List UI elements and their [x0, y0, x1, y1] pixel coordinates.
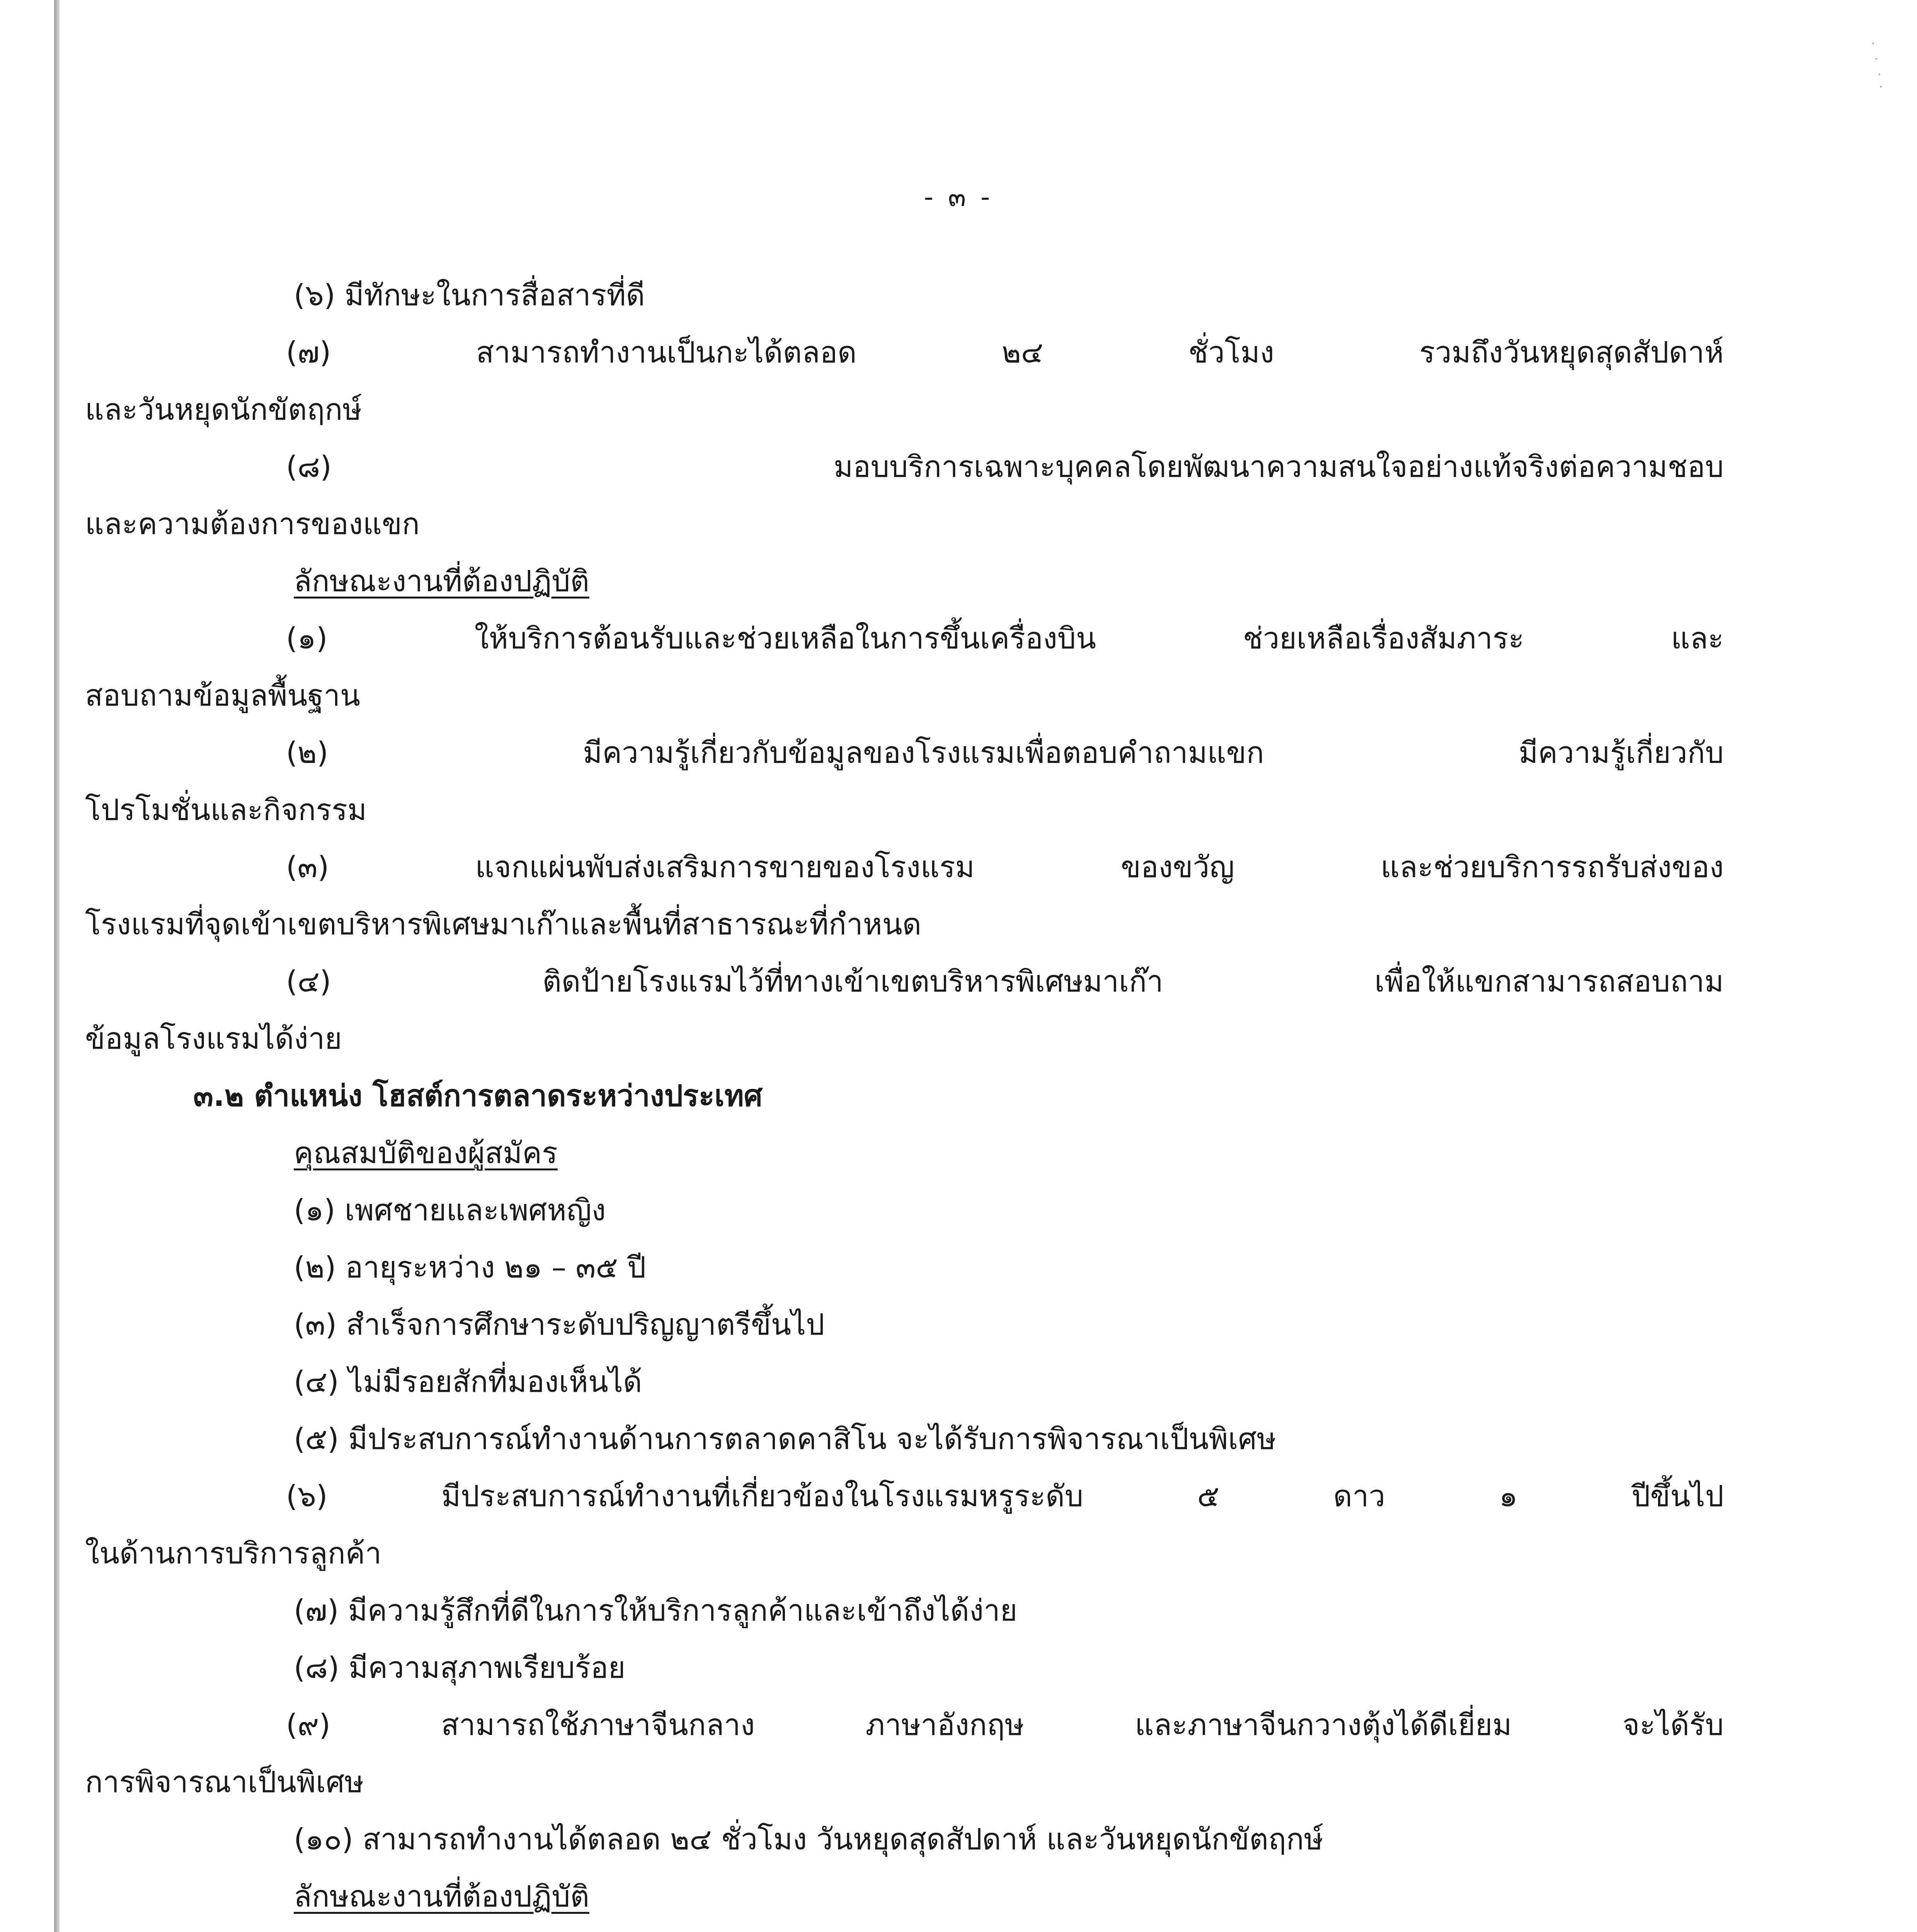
paragraph-line-2: ในด้านการบริการลูกค้า [85, 1536, 382, 1570]
scan-specks [1871, 43, 1882, 89]
list-item: (๖) มีทักษะในการสื่อสารที่ดี [294, 278, 645, 312]
section-heading: ๓.๒ ตำแหน่ง โฮสต์การตลาดระหว่างประเทศ [193, 1078, 763, 1113]
subsection-heading: ลักษณะงานที่ต้องปฏิบัติ [294, 564, 589, 598]
list-item: (๘) มีความสุภาพเรียบร้อย [294, 1650, 626, 1685]
paragraph-wrapped [85, 953, 1724, 1067]
list-item: (๑๐) สามารถทำงานได้ตลอด ๒๔ ชั่วโมง วันหยุดสุดสัปดาห์ และวันหยุดนักขัตฤกษ์ [294, 1822, 1323, 1856]
paragraph-line-1: (๓) แจกแผ่นพับส่งเสริมการขายของโรงแรม ของขวัญ และช่วยบริการรถรับส่งของ [286, 850, 1724, 884]
paragraph-wrapped [85, 1696, 1724, 1811]
paragraph-line-2: และความต้องการของแขก [85, 507, 420, 541]
paragraph-wrapped [85, 610, 1724, 724]
paragraph-line-2: สอบถามข้อมูลพื้นฐาน [85, 678, 360, 713]
list-item: (๗) มีความรู้สึกที่ดีในการให้บริการลูกค้าและเข้าถึงได้ง่าย [294, 1593, 1018, 1628]
paragraph-line-1: (๙) สามารถใช้ภาษาจีนกลาง ภาษาอังกฤษ และภาษาจีนกวางตุ้งได้ดีเยี่ยม จะได้รับ [286, 1708, 1724, 1742]
paragraph-line-1: (๘) มอบบริการเฉพาะบุคคลโดยพัฒนาความสนใจอย่างแท้จริงต่อความชอบ [286, 449, 1724, 484]
paragraph-line-1: (๖) มีประสบการณ์ทำงานที่เกี่ยวข้องในโรงแรมหรูระดับ ๕ ดาว ๑ ปีขึ้นไป [286, 1479, 1724, 1513]
list-item: (๓) สำเร็จการศึกษาระดับปริญญาตรีขึ้นไป [294, 1307, 825, 1342]
paragraph-wrapped [85, 1468, 1724, 1582]
list-item: (๒) อายุระหว่าง ๒๑ – ๓๕ ปี [294, 1250, 646, 1284]
page-number: - ๓ - [924, 182, 993, 213]
list-item: (๔) ไม่มีรอยสักที่มองเห็นได้ [294, 1364, 642, 1399]
paragraph-line-2: โรงแรมที่จุดเข้าเขตบริหารพิเศษมาเก๊าและพื้นที่สาธารณะที่กำหนด [85, 907, 922, 941]
paragraph-line-2: โปรโมชั่นและกิจกรรม [85, 793, 367, 827]
paragraph-line-1: (๔) ติดป้ายโรงแรมไว้ที่ทางเข้าเขตบริหารพิเศษมาเก๊า เพื่อให้แขกสามารถสอบถาม [286, 964, 1724, 998]
list-item [294, 1925, 1724, 1932]
subsection-heading: คุณสมบัติของผู้สมัคร [294, 1136, 558, 1170]
scan-left-edge [54, 0, 60, 1932]
paragraph-line-1: (๑) ให้บริการต้อนรับและช่วยเหลือในการขึ้นเครื่องบิน ช่วยเหลือเรื่องสัมภาระ และ [286, 621, 1724, 655]
paragraph-line-2: การพิจารณาเป็นพิเศษ [85, 1765, 364, 1799]
paragraph-wrapped [85, 324, 1724, 438]
subsection-heading: ลักษณะงานที่ต้องปฏิบัติ [294, 1879, 589, 1913]
paragraph-wrapped [85, 438, 1724, 553]
paragraph-line-1: (๗) สามารถทำงานเป็นกะได้ตลอด ๒๔ ชั่วโมง รวมถึงวันหยุดสุดสัปดาห์ [286, 335, 1724, 369]
paragraph-wrapped [85, 838, 1724, 953]
paragraph-line-2: ข้อมูลโรงแรมได้ง่าย [85, 1021, 342, 1056]
paragraph-wrapped [85, 724, 1724, 838]
list-item: (๑) เพศชายและเพศหญิง [294, 1193, 606, 1227]
paragraph-line-1: (๒) มีความรู้เกี่ยวกับข้อมูลของโรงแรมเพื่อตอบคำถามแขก มีความรู้เกี่ยวกับ [286, 735, 1724, 770]
paragraph-line-2: และวันหยุดนักขัตฤกษ์ [85, 392, 362, 427]
list-item: (๕) มีประสบการณ์ทำงานด้านการตลาดคาสิโน จะได้รับการพิจารณาเป็นพิเศษ [294, 1422, 1276, 1456]
document-body [85, 267, 1724, 1932]
